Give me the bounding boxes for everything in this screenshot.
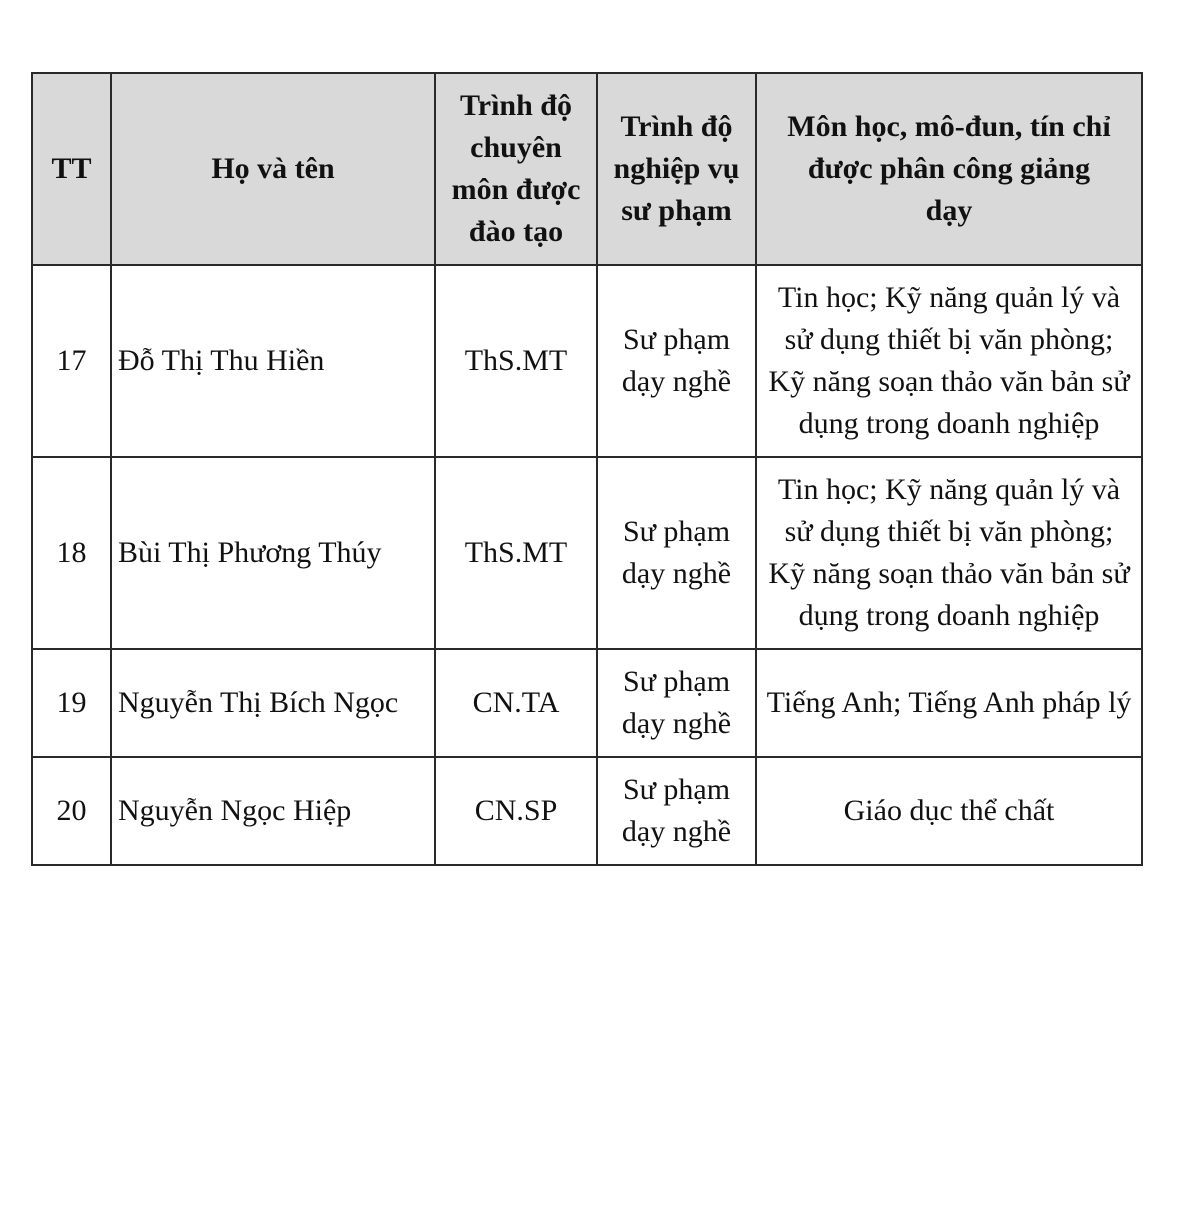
cell-pedagogy: Sư phạm dạy nghề	[597, 757, 756, 865]
cell-tt: 17	[32, 265, 111, 457]
cell-name: Bùi Thị Phương Thúy	[111, 457, 435, 649]
header-degree: Trình độ chuyên môn được đào tạo	[435, 73, 597, 265]
header-pedagogy: Trình độ nghiệp vụ sư phạm	[597, 73, 756, 265]
cell-subjects: Giáo dục thể chất	[756, 757, 1142, 865]
cell-degree: CN.SP	[435, 757, 597, 865]
cell-degree: CN.TA	[435, 649, 597, 757]
cell-tt: 19	[32, 649, 111, 757]
cell-subjects: Tiếng Anh; Tiếng Anh pháp lý	[756, 649, 1142, 757]
cell-name: Đỗ Thị Thu Hiền	[111, 265, 435, 457]
header-name: Họ và tên	[111, 73, 435, 265]
cell-name: Nguyễn Ngọc Hiệp	[111, 757, 435, 865]
staff-table	[31, 72, 1143, 866]
header-subjects: Môn học, mô-đun, tín chỉ được phân công giảng dạy	[756, 73, 1142, 265]
cell-pedagogy: Sư phạm dạy nghề	[597, 265, 756, 457]
cell-pedagogy: Sư phạm dạy nghề	[597, 649, 756, 757]
cell-name: Nguyễn Thị Bích Ngọc	[111, 649, 435, 757]
cell-degree: ThS.MT	[435, 265, 597, 457]
header-row	[32, 73, 1142, 265]
cell-pedagogy: Sư phạm dạy nghề	[597, 457, 756, 649]
table-body	[32, 265, 1142, 865]
table-row	[32, 457, 1142, 649]
table-row	[32, 649, 1142, 757]
cell-subjects: Tin học; Kỹ năng quản lý và sử dụng thiết bị văn phòng; Kỹ năng soạn thảo văn bản sử dụng trong doanh nghiệp	[756, 457, 1142, 649]
cell-tt: 20	[32, 757, 111, 865]
cell-tt: 18	[32, 457, 111, 649]
cell-degree: ThS.MT	[435, 457, 597, 649]
header-tt: TT	[32, 73, 111, 265]
table-row	[32, 757, 1142, 865]
table-header	[32, 73, 1142, 265]
cell-subjects: Tin học; Kỹ năng quản lý và sử dụng thiết bị văn phòng; Kỹ năng soạn thảo văn bản sử dụng trong doanh nghiệp	[756, 265, 1142, 457]
table-row	[32, 265, 1142, 457]
